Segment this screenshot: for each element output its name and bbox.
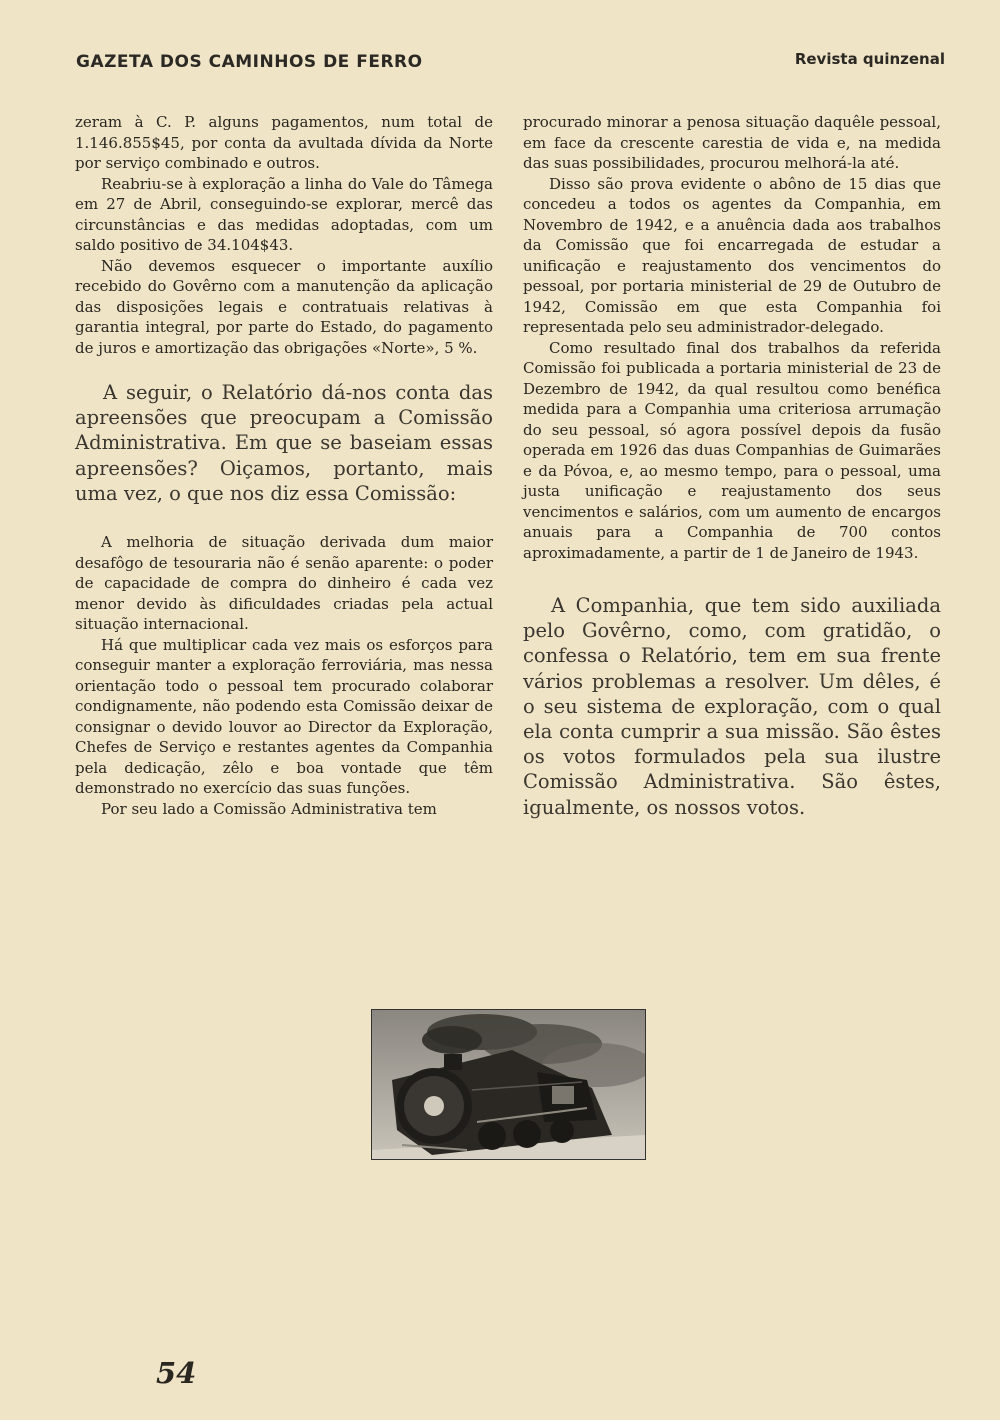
- publication-subtitle: Revista quinzenal: [794, 50, 945, 68]
- closing-block: [523, 593, 941, 820]
- paragraph: Por seu lado a Comissão Administrativa tem: [101, 799, 437, 818]
- right-column: [523, 112, 941, 820]
- steam-locomotive-photo: [371, 1009, 646, 1160]
- intro-block: [75, 380, 493, 506]
- left-column: [75, 112, 493, 819]
- paragraph: A melhoria de situação derivada dum maior desafôgo de tesouraria não é senão aparente: o poder de capacidade de compra do dinheiro é cada vez menor devido às dificuldades criadas pela actual situação internacional.: [75, 533, 493, 634]
- paragraph: procurado minorar a penosa situação daquêle pessoal, em face da crescente carestia de vida e, na medida das suas possibilidades, procurou melhorá-la até.: [523, 113, 941, 172]
- intro-paragraph: A seguir, o Relatório dá-nos conta das apreensões que preocupam a Comissão Administrativa. Em que se baseiam essas apreensões? Oiçamos, portanto, mais uma vez, o que nos diz essa Comissão:: [75, 381, 493, 505]
- publication-title: GAZETA DOS CAMINHOS DE FERRO: [76, 52, 423, 72]
- paragraph: Disso são prova evidente o abôno de 15 dias que concedeu a todos os agentes da Companhia, em Novembro de 1942, e a anuência dada aos trabalhos da Comissão que foi encarregada de estudar a unificação e reajustamento dos vencimentos do pessoal, por portaria ministerial de 29 de Outubro de 1942, Comissão em que esta Companhia foi representada pelo seu administrador-delegado.: [523, 174, 941, 336]
- right-quote-block: [523, 112, 941, 563]
- page-number: 54: [156, 1356, 197, 1390]
- closing-paragraph: A Companhia, que tem sido auxiliada pelo Govêrno, como, com gratidão, o confessa o Relatório, tem em sua frente vários problemas a resolver. Um dêles, é o seu sistema de exploração, com o qual ela conta cumprir a sua missão. São êstes os votos formulados pela sua ilustre Comissão Administrativa. São êstes, igualmente, os nossos votos.: [523, 594, 941, 819]
- paragraph: Não devemos esquecer o importante auxílio recebido do Govêrno com a manutenção da aplicação das disposições legais e contratuais relativas à garantia integral, por parte do Estado, do pagamento de juros e amortização das obrigações «Norte», 5 %.: [75, 256, 493, 357]
- paragraph: zeram à C. P. alguns pagamentos, num total de 1.146.855$45, por conta da avultada dívida da Norte por serviço combinado e outros.: [75, 113, 493, 172]
- paragraph: Como resultado final dos trabalhos da referida Comissão foi publicada a portaria ministerial de 23 de Dezembro de 1942, da qual resultou como benéfica medida para a Companhia uma criteriosa arrumação do seu pessoal, só agora possível depois da fusão operada em 1926 das duas Companhias de Guimarães e da Póvoa, e, ao mesmo tempo, para o pessoal, uma justa unificação e reajustamento dos seus vencimentos e salários, com um aumento de encargos anuais para a Companhia de 700 contos aproximadamente, a partir de 1 de Janeiro de 1943.: [523, 338, 941, 562]
- left-quote-block: [75, 532, 493, 819]
- paragraph: Reabriu-se à exploração a linha do Vale do Tâmega em 27 de Abril, conseguindo-se explorar, mercê das circunstâncias e das medidas adoptadas, com um saldo positivo de 34.104$43.: [75, 174, 493, 254]
- left-text-block-1: [75, 112, 493, 358]
- paragraph: Há que multiplicar cada vez mais os esforços para conseguir manter a exploração ferroviária, mas nessa orientação todo o pessoal tem procurado colaborar condignamente, não podendo esta Comissão deixar de consignar o devido louvor ao Director da Exploração, Chefes de Serviço e restantes agentes da Companhia pela dedicação, zêlo e boa vontade que têm demonstrado no exercício das suas funções.: [75, 635, 493, 798]
